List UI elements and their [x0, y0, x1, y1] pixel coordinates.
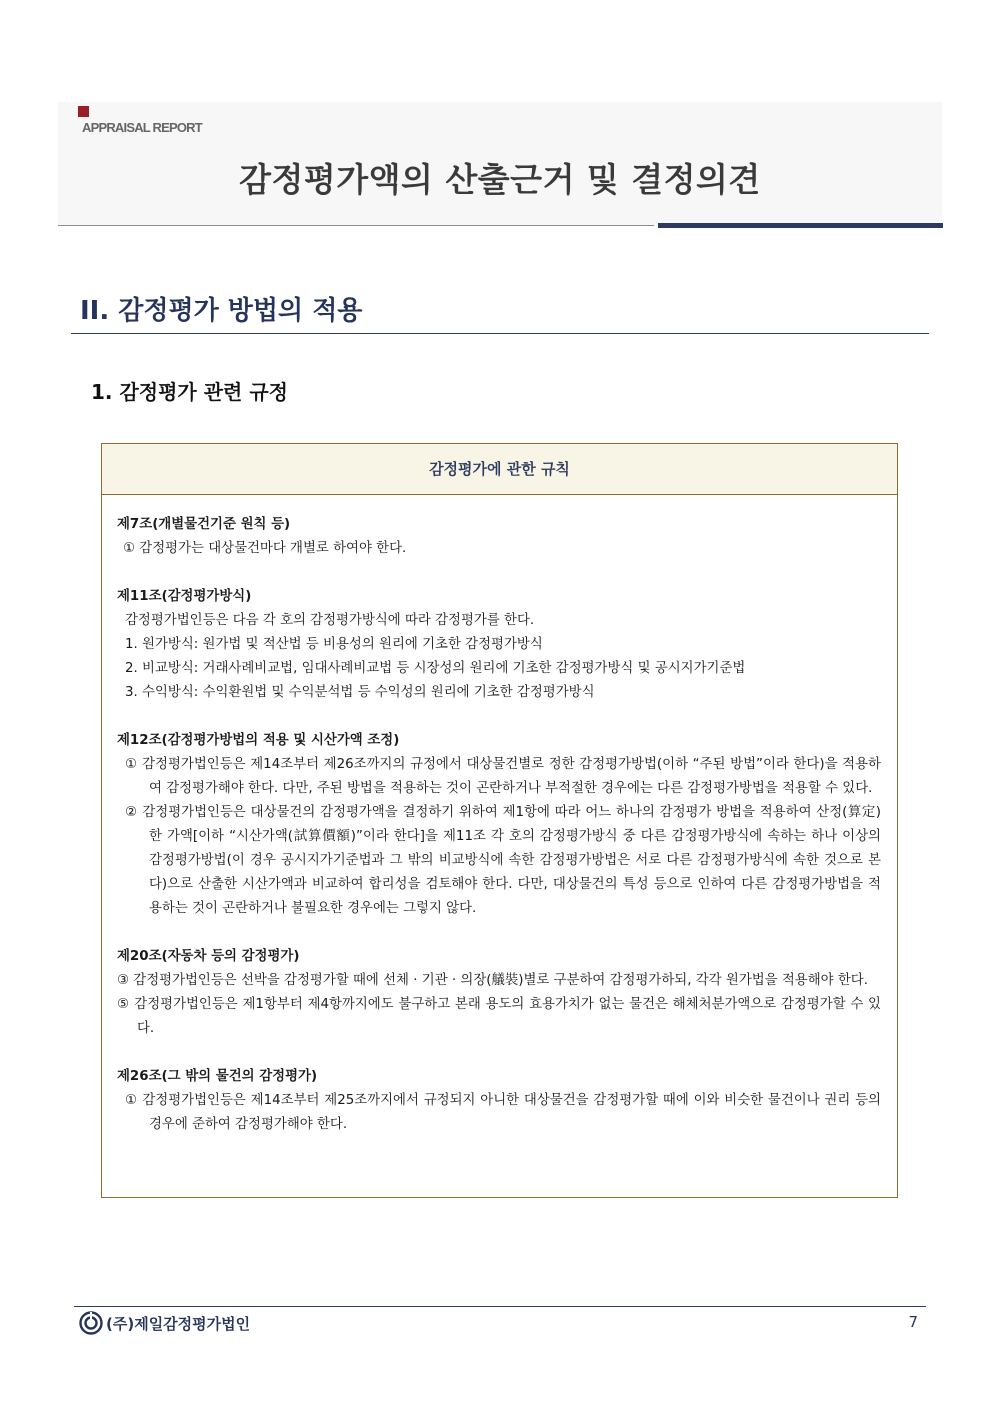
- regulation-box: [101, 443, 898, 1198]
- section-heading: II. 감정평가 방법의 적용: [80, 296, 363, 326]
- company-logo-icon: [79, 1311, 103, 1335]
- regulation-box-body: [102, 495, 897, 1137]
- page-number: 7: [908, 1313, 918, 1331]
- regulation-box-heading: 감정평가에 관한 규칙: [102, 444, 897, 495]
- article-12: [117, 729, 881, 921]
- article-list-item: 3. 수익방식: 수익환원법 및 수익분석법 등 수익성의 원리에 기초한 감정평가방식: [125, 685, 595, 700]
- article-paragraph: ① 감정평가법인등은 제14조부터 제26조까지의 규정에서 대상물건별로 정한 감정평가방법(이하 “주된 방법”이라 한다)을 적용하여 감정평가해야 한다. 다만, 주된 방법을 적용하는 것이 곤란하거나 부적절한 경우에는 다른 감정평가방법을 적용할 수 있다.: [125, 757, 881, 796]
- footer-divider: [74, 1306, 926, 1307]
- article-list-item: 2. 비교방식: 거래사례비교법, 임대사례비교법 등 시장성의 원리에 기초한 감정평가방식 및 공시지가기준법: [125, 661, 746, 676]
- article-11: [117, 585, 881, 705]
- article-paragraph: 감정평가법인등은 다음 각 호의 감정평가방식에 따라 감정평가를 한다.: [125, 613, 535, 628]
- article-paragraph: ③ 감정평가법인등은 선박을 감정평가할 때에 선체 · 기관 · 의장(艤裝)별로 구분하여 감정평가하되, 각각 원가법을 적용해야 한다.: [117, 973, 868, 988]
- section-divider: [71, 333, 929, 334]
- article-paragraph: ① 감정평가는 대상물건마다 개별로 하여야 한다.: [123, 541, 407, 556]
- article-title: 제7조(개별물건기준 원칙 등): [117, 517, 291, 532]
- header-divider: [58, 225, 654, 226]
- subsection-heading: 1. 감정평가 관련 규정: [91, 380, 288, 404]
- article-paragraph: ① 감정평가법인등은 제14조부터 제25조까지에서 규정되지 아니한 대상물건을 감정평가할 때에 이와 비슷한 물건이나 권리 등의 경우에 준하여 감정평가해야 한다.: [125, 1093, 881, 1132]
- article-title: 제11조(감정평가방식): [117, 589, 252, 604]
- header-marker: [78, 106, 89, 117]
- article-paragraph: ⑤ 감정평가법인등은 제1항부터 제4항까지에도 불구하고 본래 용도의 효용가치가 없는 물건은 해체처분가액으로 감정평가할 수 있다.: [117, 997, 881, 1036]
- article-list-item: 1. 원가방식: 원가법 및 적산법 등 비용성의 원리에 기초한 감정평가방식: [125, 637, 543, 652]
- article-7: [117, 513, 881, 561]
- article-title: 제20조(자동차 등의 감정평가): [117, 949, 300, 964]
- report-label: APPRAISAL REPORT: [82, 120, 202, 135]
- article-26: [117, 1065, 881, 1137]
- article-paragraph: ② 감정평가법인등은 대상물건의 감정평가액을 결정하기 위하여 제1항에 따라 어느 하나의 감정평가 방법을 적용하여 산정(算定)한 가액[이하 “시산가액(試算價額)”이라 한다]을 제11조 각 호의 감정평가방식 중 다른 감정평가방식에 속하는 하나 이상의 감정평가방법(이 경우 공시지가기준법과 그 밖의 비교방식에 속한 감정평가방법은 서로 다른 감정평가방식에 속한 것으로 본다)으로 산출한 시산가액과 비교하여 합리성을 검토해야 한다. 다만, 대상물건의 특성 등으로 인하여 다른 감정평가방법을 적용하는 것이 곤란하거나 불필요한 경우에는 그렇지 않다.: [125, 805, 881, 916]
- header-accent-bar: [658, 223, 943, 228]
- footer-company-name: (주)제일감정평가법인: [106, 1315, 251, 1333]
- page-title: 감정평가액의 산출근거 및 결정의견: [239, 160, 761, 199]
- article-20: [117, 945, 881, 1041]
- article-title: 제12조(감정평가방법의 적용 및 시산가액 조정): [117, 733, 400, 748]
- article-title: 제26조(그 밖의 물건의 감정평가): [117, 1069, 318, 1084]
